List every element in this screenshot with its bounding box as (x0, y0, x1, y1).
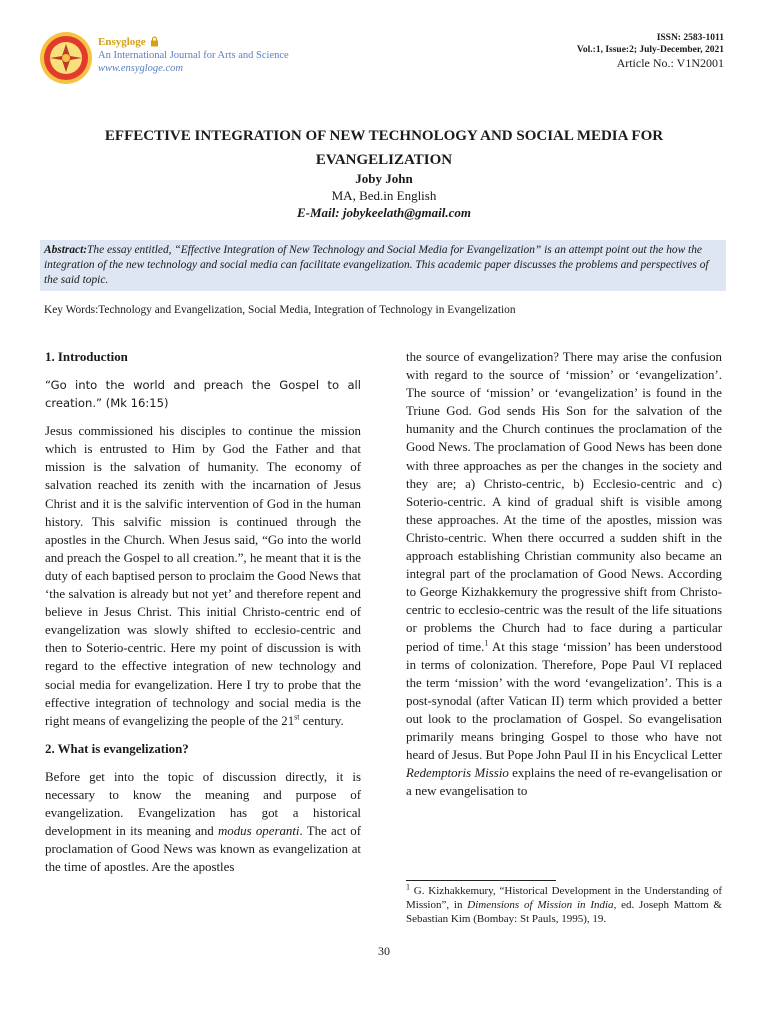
brand-block (98, 36, 289, 75)
issn: ISSN: 2583-1011 (656, 33, 724, 43)
abstract-box (40, 240, 726, 291)
author-email[interactable]: E-Mail: jobykeelath@gmail.com (296, 205, 472, 220)
left-column (45, 348, 361, 886)
title-line-2: EVANGELIZATION (315, 152, 453, 168)
footnote-ref[interactable]: 1 (484, 638, 489, 648)
website-link[interactable]: www.ensygloge.com (98, 63, 183, 74)
volume: Vol.:1, Issue:2; July-December, 2021 (576, 45, 724, 55)
author-degree: MA, Bed.in English (331, 188, 437, 203)
epigraph-quote: “Go into the world and preach the Gospel to all creation.” (Mk 16:15) (45, 378, 361, 411)
intro-paragraph: Jesus commissioned his disciples to continue the mission which is entrusted to Him by God the Father and that mission is the salvation of humanity. The economy of salvation reached its zenith with the incarnation of Jesus Christ and it is the salvific intervention of God in the human history. This salvific mission is continued through the apostles in the Church. When Jesus said, “Go into the world and preach the Gospel to all creation.”, he meant that it is the duty of each baptised person to proclaim the Good News that ‘the salvation is already but not yet’ and therefore repent and believe in Jesus Christ. This initial Christo-centric end of evangelization was slowly shifted to ecclesio-centric and then to Soterio-centric. Here my point of discussion is with regard to the effective integration of new technology and social media for evangelization. Here I try to probe that the effective integration of technology and social media is the right means of evangelizing the people of the 21st century. (45, 424, 361, 728)
brand-tagline: An International Journal for Arts and Science (98, 50, 289, 61)
abstract-label: Abstract: (44, 244, 88, 256)
mandala-logo-icon (38, 30, 94, 86)
footnote: $^1$ G. Kizhakkemury, “Historical Development in the Understanding of Mission”, in Dimensions of Mission in India, ed. Joseph Mattom & Sebastian Kim (Bombay: St Pauls, 1995), 19. (406, 882, 722, 925)
section-heading-evangelization: 2. What is evangelization? (45, 741, 189, 756)
continued-paragraph: the source of evangelization? There may arise the confusion with regard to the source of ‘mission’ or ‘evangelization’. The source of ‘mission’ or ‘evangelization’ is found in the Triune God. God sends His Son for the salvation of the humanity and the Church continues the proclamation of the Good News. The proclamation of Good News has been done with three approaches as per the changes in the society and they are; a) Christo-centric, b) Ecclesio-centric and c) Soterio-centric. A kind of gradual shift is visible among these approaches. At the time of the apostles, mission was Christo-centric. When there occurred a sudden shift in the approach establishing Christian community also became an integral part of the proclamation of Good News. According to George Kizhakkemury the progressive shift from Christo-centric to ecclesio-centric was the result of the life situations or problems the Church had to face during a particular period of time.$^1$ At this stage ‘mission’ has been understood in terms of colonization. Therefore, Pope Paul VI replaced the term ‘mission’ with the word ‘evangelization’. This is a post-synodal (after Vatican II) term which provided a better out look to the proclamation of Gospel. So evangelisation primarily means bringing Gospel to those who have not heard of Jesus. But Pope John Paul II in his Encyclical Letter Redemptoris Missio explains the need of re-evangelisation or a new evangelisation to (406, 350, 723, 799)
paper-title (40, 124, 728, 172)
page-number: 30 (378, 944, 390, 958)
title-line-1: EFFECTIVE INTEGRATION OF NEW TECHNOLOGY AND SOCIAL MEDIA FOR (104, 128, 664, 144)
author-block (40, 170, 728, 221)
keywords: Key Words:Technology and Evangelization, Social Media, Integration of Technology in Evangelization (44, 304, 516, 316)
brand-name: Ensygloge (98, 36, 146, 48)
article-number: Article No.: V1N2001 (616, 56, 724, 70)
footnote-divider (406, 880, 556, 881)
evangelization-paragraph: Before get into the topic of discussion directly, it is necessary to know the meaning and purpose of evangelization. Evangelization has got a historical development in its meaning and modus operanti. The act of proclamation of Good News was known as evangelization at the time of apostles. Are the apostles (45, 769, 361, 875)
author-name: Joby John (355, 171, 413, 186)
issn-block (577, 32, 724, 71)
lock-icon (150, 36, 159, 47)
right-column (406, 348, 722, 810)
section-heading-introduction: 1. Introduction (45, 350, 128, 364)
abstract-text: The essay entitled, “Effective Integration of New Technology and Social Media for Evangelization” is an attempt point out the how the integration of the new technology and social media can facilitate evangelization. This academic paper discusses the problems and perspectives of the said topic. (44, 244, 709, 286)
journal-header (38, 28, 728, 88)
